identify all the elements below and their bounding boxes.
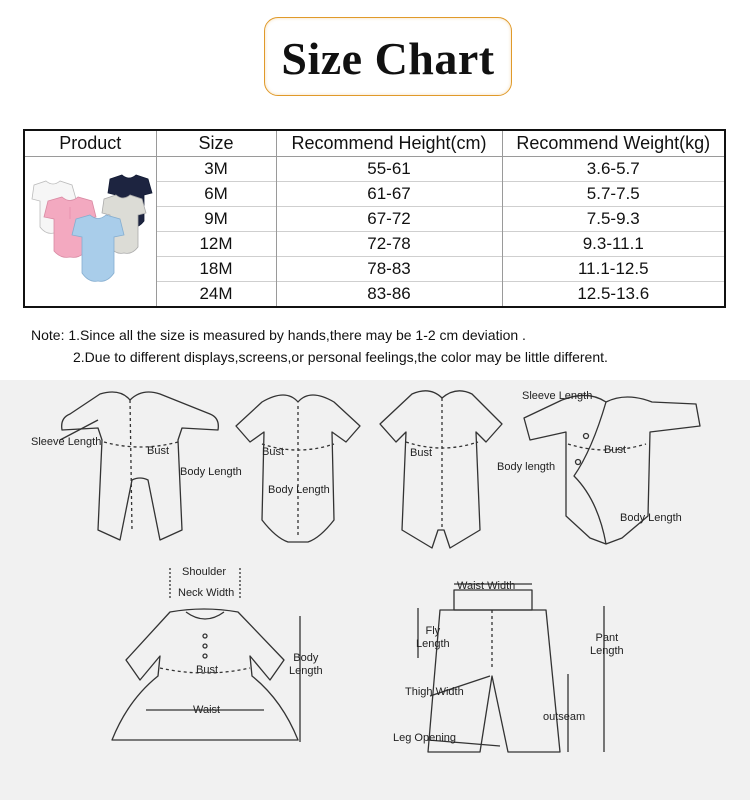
height-cell: 83-86 — [276, 281, 502, 306]
pants-outseam-label: outseam — [543, 711, 586, 723]
kimono-sleeve-label: Sleeve Length — [522, 390, 593, 402]
dress-neck-label: Neck Width — [178, 587, 235, 599]
romper-bust-label: Bust — [147, 445, 170, 457]
size-cell: 24M — [156, 281, 276, 306]
romper-sleeve-label: Sleeve Length — [31, 436, 102, 448]
weight-cell: 5.7-7.5 — [502, 181, 725, 206]
size-cell: 18M — [156, 256, 276, 281]
pants-thigh-label: Thigh Width — [405, 686, 464, 698]
size-cell: 3M — [156, 156, 276, 181]
size-cell: 9M — [156, 206, 276, 231]
bodysuit-outline-icon — [236, 395, 360, 542]
height-cell: 61-67 — [276, 181, 502, 206]
weight-cell: 3.6-5.7 — [502, 156, 725, 181]
weight-cell: 11.1-12.5 — [502, 256, 725, 281]
product-image — [24, 156, 156, 307]
measurement-diagrams — [0, 380, 750, 800]
size-cell: 12M — [156, 231, 276, 256]
page-title: Size Chart — [281, 33, 495, 84]
pants-waist-label: Waist Width — [457, 580, 516, 592]
height-cell: 72-78 — [276, 231, 502, 256]
note-2: 2.Due to different displays,screens,or personal feelings,the color may be little different. — [73, 349, 608, 365]
pants-leg-label: Leg Opening — [393, 732, 456, 744]
kimono-bust-label: Bust — [604, 444, 627, 456]
height-cell: 67-72 — [276, 206, 502, 231]
header-product: Product — [24, 130, 156, 156]
pants-fly-length-label — [416, 625, 450, 650]
pants-outline-icon — [418, 584, 604, 752]
shortall-body-label: Body length — [497, 461, 556, 473]
pants-fly-line1: Fly — [425, 625, 441, 637]
dress-body-label-line2: Length — [289, 664, 323, 677]
pants-pant-length-label — [590, 632, 624, 657]
garment-outlines — [0, 380, 750, 800]
height-cell: 55-61 — [276, 156, 502, 181]
table-row — [24, 156, 725, 181]
title-box — [264, 17, 512, 96]
weight-cell: 7.5-9.3 — [502, 206, 725, 231]
dress-shoulder-label: Shoulder — [182, 566, 227, 578]
header-height: Recommend Height(cm) — [276, 130, 502, 156]
shortall-outline-icon — [380, 391, 502, 548]
bodysuit-bust-label: Bust — [262, 446, 285, 458]
size-cell: 6M — [156, 181, 276, 206]
dress-waist-label: Waist — [193, 704, 221, 716]
size-table — [23, 129, 726, 308]
table-header-row — [24, 130, 725, 156]
note-1: Note: 1.Since all the size is measured by hands,there may be 1-2 cm deviation . — [31, 327, 526, 343]
romper-body-label: Body Length — [180, 466, 242, 478]
dress-body-length-label — [289, 652, 323, 677]
header-size: Size — [156, 130, 276, 156]
pants-pant-line1: Pant — [595, 632, 619, 644]
pants-pant-line2: Length — [590, 644, 624, 657]
weight-cell: 9.3-11.1 — [502, 231, 725, 256]
header-weight: Recommend Weight(kg) — [502, 130, 725, 156]
bodysuit-body-label: Body Length — [268, 484, 330, 496]
weight-cell: 12.5-13.6 — [502, 281, 725, 306]
dress-bust-label: Bust — [196, 664, 219, 676]
kimono-body-label: Body Length — [620, 512, 682, 524]
height-cell: 78-83 — [276, 256, 502, 281]
pants-fly-line2: Length — [416, 637, 450, 650]
bodysuits-image — [26, 157, 154, 303]
shortall-bust-label: Bust — [410, 447, 433, 459]
dress-body-label-line1: Body — [293, 652, 319, 664]
